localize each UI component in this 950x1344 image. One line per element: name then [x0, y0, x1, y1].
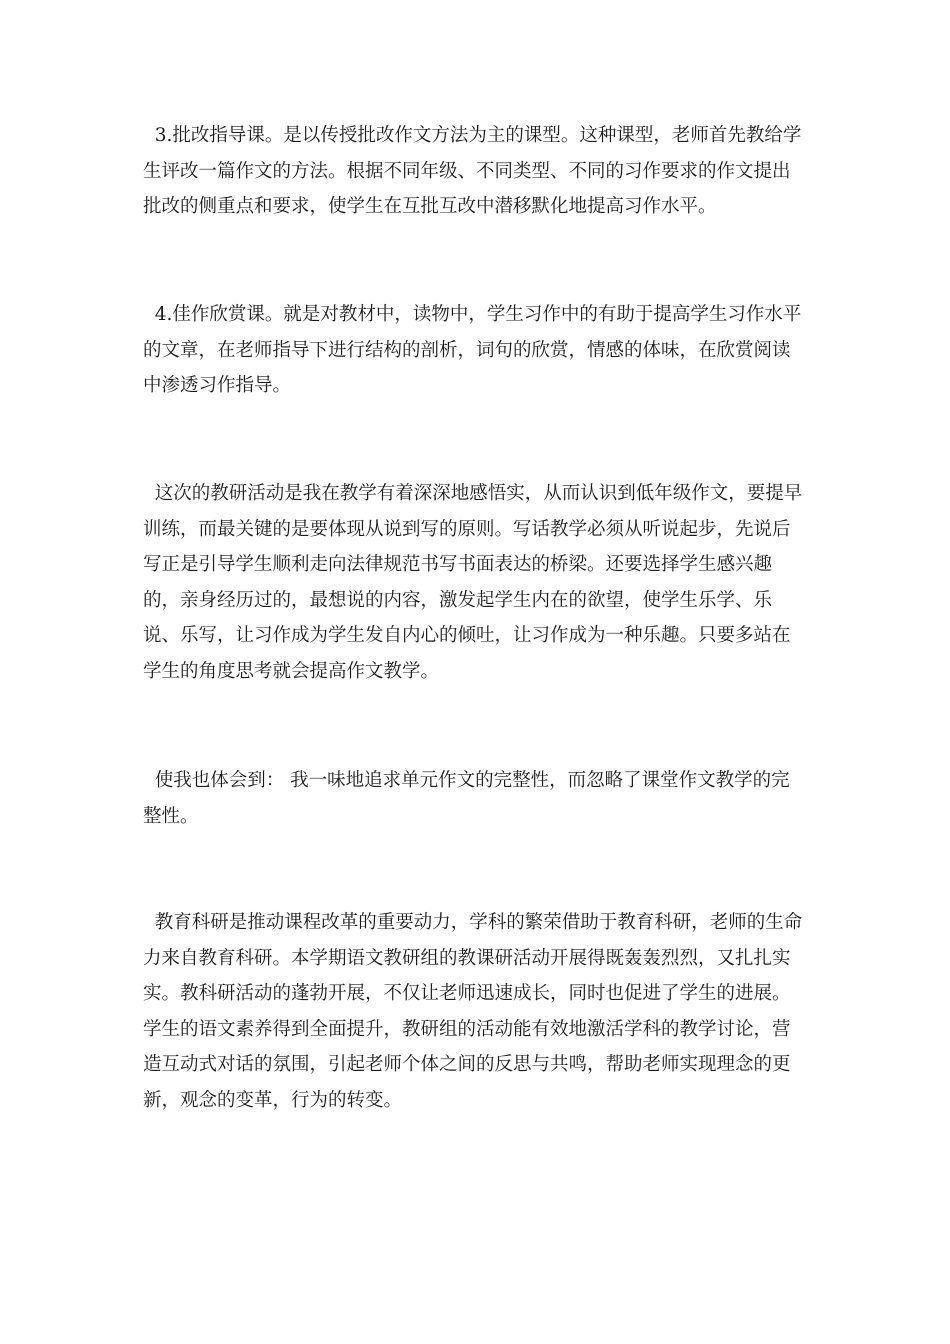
paragraph-excellent-work-appreciation-lesson: 4.佳作欣赏课。就是对教材中，读物中，学生习作中的有助于提高学生习作水平的文章，在老师指导下进行结构的剖析，词句的欣赏，情感的体味，在欣赏阅读中渗透习作指导。: [143, 304, 802, 396]
paragraph-grading-guidance-lesson: 3.批改指导课。是以传授批改作文方法为主的课型。这种课型，老师首先教给学生评改一篇作文的方法。根据不同年级、不同类型、不同的习作要求的作文提出批改的侧重点和要求，使学生在互批互改中潜移默化地提高习作水平。: [143, 125, 802, 217]
paragraph-personal-realization: 使我也体会到： 我一味地追求单元作文的完整性，而忽略了课堂作文教学的完整性。: [143, 770, 790, 827]
paragraph-education-research-summary: 教育科研是推动课程改革的重要动力，学科的繁荣借助于教育科研，老师的生命力来自教育科研。本学期语文教研组的教课研活动开展得既轰轰烈烈，又扎扎实实。教科研活动的蓬勃开展，不仅让老师迅速成长，同时也促进了学生的进展。学生的语文素养得到全面提升，教研组的活动能有效地激活学科的教学讨论，营造互动式对话的氛围，引起老师个体之间的反思与共鸣，帮助老师实现理念的更新，观念的变革，行为的转变。: [143, 912, 803, 1111]
paragraph-teaching-research-reflection: 这次的教研活动是我在教学有着深深地感悟实，从而认识到低年级作文，要提早训练，而最关键的是要体现从说到写的原则。写话教学必须从听说起步，先说后写正是引导学生顺利走向法律规范书写书面表达的桥梁。还要选择学生感兴趣的，亲身经历过的，最想说的内容，激发起学生内在的欲望，使学生乐学、乐说、乐写，让习作成为学生发自内心的倾吐，让习作成为一种乐趣。只要多站在学生的角度思考就会提高作文教学。: [143, 483, 803, 682]
